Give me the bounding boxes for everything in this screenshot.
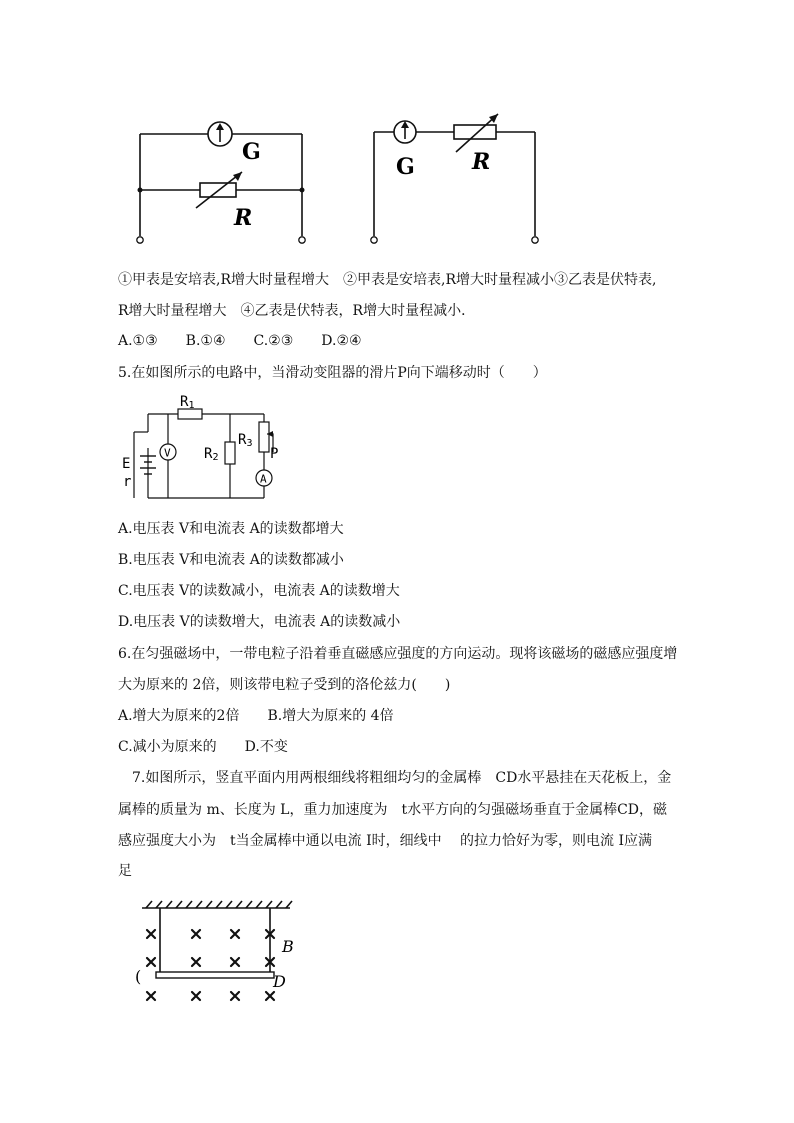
r2-label: R2 [204,446,219,463]
right-label-g: G [396,154,415,180]
left-circuit [140,134,302,236]
q7-line-2: 属棒的质量为 m、长度为 L，重力加速度为 t水平方向的匀强磁场垂直于金属棒CD，磁 [118,802,668,818]
q5-option-b: B.电压表 V和电流表 A的读数都减小 [118,552,344,568]
slider-p-label: P [270,446,279,462]
q7-line-3: 感应强度大小为 t当金属棒中通以电流 I时，细线中 的拉力恰好为零，则电流 I应满 [118,833,653,849]
left-terminal-1 [137,237,143,243]
left-terminal-2 [299,237,305,243]
q5-option-a: A.电压表 V和电流表 A的读数都增大 [118,521,344,537]
q6-options-line-1: A.增大为原来的2倍 B.增大为原来的 4倍 [118,708,394,724]
label-d: D [273,972,286,991]
statement-line-1: ①甲表是安培表,R增大时量程增大 ②甲表是安培表,R增大时量程减小③乙表是伏特表, [118,272,657,288]
right-terminal-2 [532,237,538,243]
q5-stem: 5.在如图所示的电路中，当滑动变阻器的滑片P向下端移动时（ ） [118,365,547,381]
right-label-r: R [472,149,491,175]
q6-stem-line-2: 大为原来的 2倍，则该带电粒子受到的洛伦兹力( ) [118,677,451,693]
q7-magnetic-field-figure [130,896,305,1011]
galvanometer-circuits-figure [130,112,550,252]
left-label-r: R [234,205,253,231]
q4-options: A.①③ B.①④ C.②③ D.②④ [118,333,362,349]
right-terminal-1 [371,237,377,243]
r3-label: R3 [238,432,253,449]
ceiling [142,901,292,908]
emf-label: E [122,456,131,472]
left-label-g: G [242,139,261,165]
statement-line-2: R增大时量程增大 ④乙表是伏特表，R增大时量程减小． [118,303,476,319]
ammeter-label: A [260,472,267,486]
metal-rod [156,972,274,978]
label-c: ( [135,967,142,986]
q7-line-1: 7.如图所示，竖直平面内用两根细线将粗细均匀的金属棒 CD水平悬挂在天花板上，金 [132,770,672,786]
label-b: B [282,937,294,956]
q6-options-line-2: C.减小为原来的 D.不变 [118,739,288,755]
slider-arrow [267,431,273,437]
q6-stem-line-1: 6.在匀强磁场中，一带电粒子沿着垂直磁感应强度的方向运动。现将该磁场的磁感应强度增 [118,646,678,662]
r1-label: R1 [180,394,195,411]
left-rheostat-arrow [233,172,242,181]
q5-circuit-figure [118,392,303,504]
field-crosses [147,930,274,1000]
q5-option-c: C.电压表 V的读数减小，电流表 A的读数增大 [118,583,400,599]
voltmeter-label: V [164,446,171,460]
internal-r-label: r [123,474,132,490]
q7-line-4: 足 [118,863,132,879]
q5-option-d: D.电压表 V的读数增大，电流表 A的读数减小 [118,614,401,630]
